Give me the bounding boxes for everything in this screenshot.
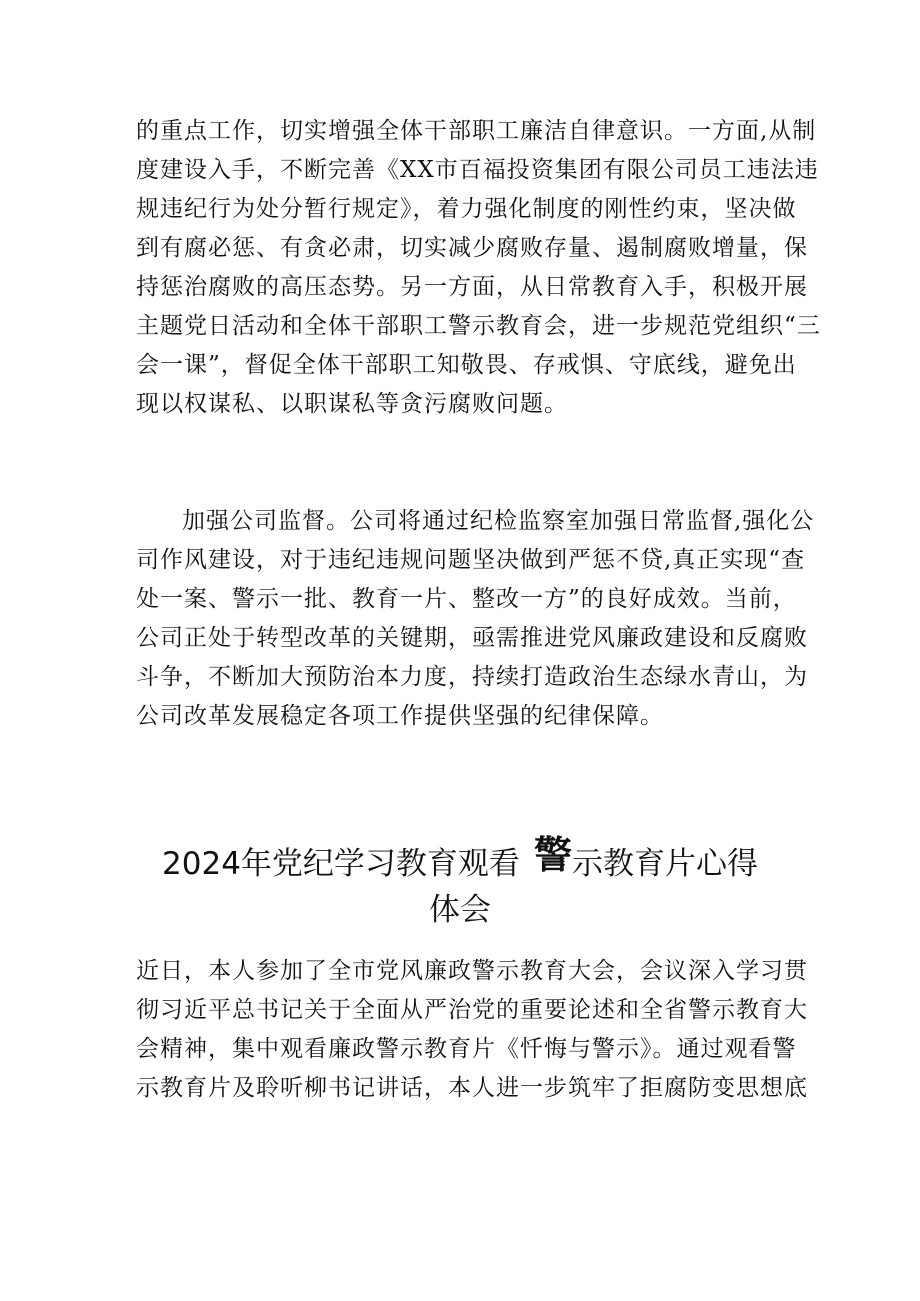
paragraph-line: 主题党日活动和全体干部职工警示教育会，进一步规范党组织“三 — [136, 313, 821, 339]
paragraph-line: 示教育片及聆听柳书记讲话，本人进一步筑牢了拒腐防变思想底 — [136, 1075, 808, 1101]
paragraph-line: 近日，本人参加了全市党风廉政警示教育大会，会议深入学习贯 — [136, 958, 808, 984]
paragraph-line: 规违纪行为处分暂行规定》，着力强化制度的刚性约束，坚决做 — [136, 196, 797, 222]
paragraph-line: 公司改革发展稳定各项工作提供坚强的纪律保障。 — [136, 703, 664, 729]
title-big-char: 警 — [533, 833, 572, 877]
title-line-2: 体会 — [429, 892, 491, 928]
section-title — [0, 833, 920, 933]
paragraph-line: 度建设入手，不断完善《XX市百福投资集团有限公司员工违法违 — [136, 157, 819, 183]
paragraph-1 — [136, 112, 821, 424]
paragraph-line: 斗争，不断加大预防治本力度，持续打造政治生态绿水青山，为 — [136, 664, 808, 690]
paragraph-line: 彻习近平总书记关于全面从严治党的重要论述和全省警示教育大 — [136, 997, 808, 1023]
title-line-1 — [0, 833, 920, 887]
paragraph-line: 会一课”，督促全体干部职工知敬畏、存戒惧、守底线，避免出 — [136, 352, 797, 378]
title-part-2: 示教育片心得 — [571, 846, 758, 882]
paragraph-line: 到有腐必惩、有贪必肃，切实减少腐败存量、遏制腐败增量，保 — [136, 235, 808, 261]
paragraph-line: 持惩治腐败的高压态势。另一方面，从日常教育入手，积极开展 — [136, 274, 808, 300]
paragraph-line: 现以权谋私、以职谋私等贪污腐败问题。 — [136, 391, 568, 417]
paragraph-line: 会精神，集中观看廉政警示教育片《忏悔与警示》。通过观看警 — [136, 1036, 797, 1062]
paragraph-line: 加强公司监督。公司将通过纪检监察室加强日常监督,强化公 — [182, 508, 815, 534]
paragraph-2 — [136, 502, 815, 736]
title-part-1: 2024年党纪学习教育观看 — [162, 846, 520, 882]
paragraph-line: 的重点工作，切实增强全体干部职工廉洁自律意识。一方面,从制 — [136, 118, 817, 144]
paragraph-line: 公司正处于转型改革的关键期，亟需推进党风廉政建设和反腐败 — [136, 625, 808, 651]
paragraph-line: 司作风建设，对于违纪违规问题坚决做到严惩不贷,真正实现“查 — [136, 547, 806, 573]
paragraph-3 — [136, 952, 808, 1108]
paragraph-line: 处一案、警示一批、教育一片、整改一方”的良好成效。当前， — [136, 586, 797, 612]
